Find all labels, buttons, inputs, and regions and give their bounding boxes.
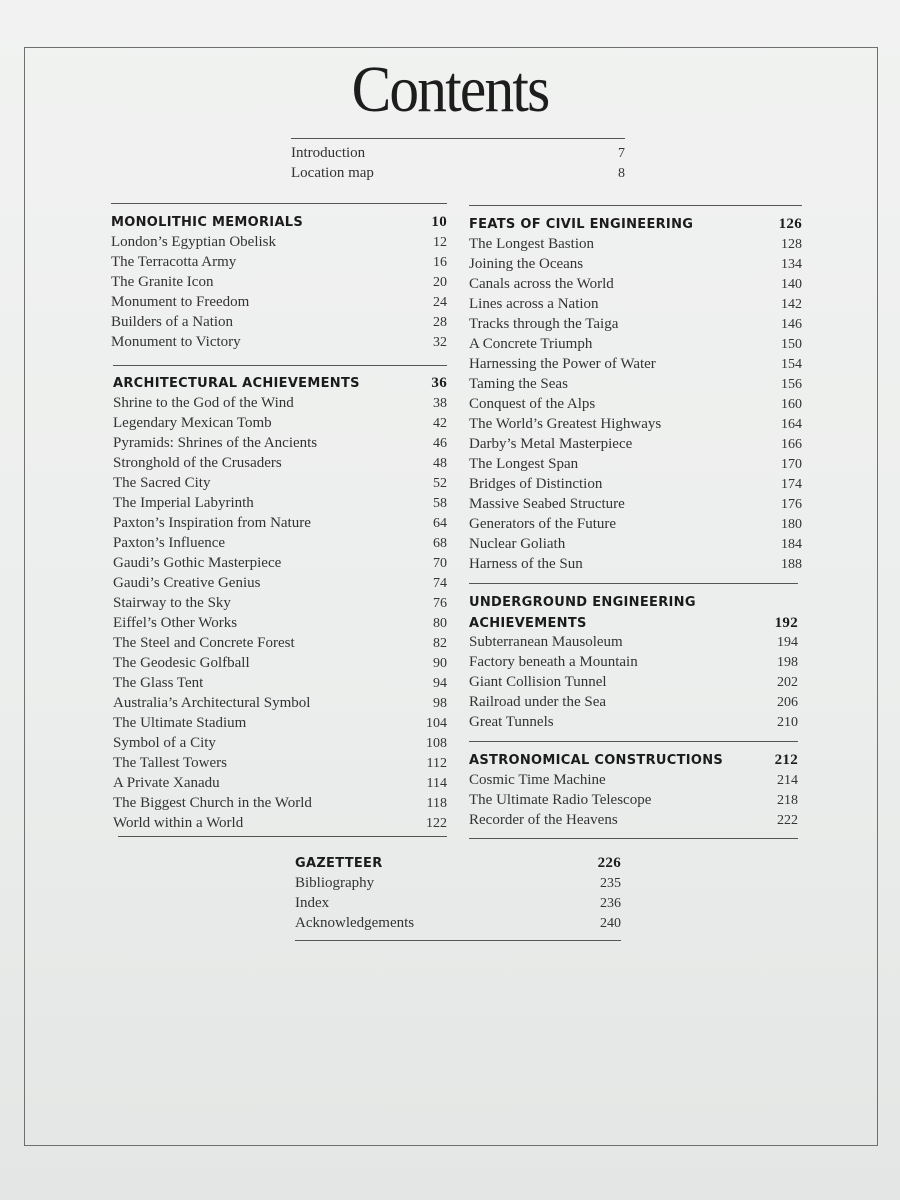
entry-title: The Biggest Church in the World — [113, 795, 312, 811]
divider — [469, 838, 798, 839]
toc-entry — [113, 653, 447, 673]
entry-page: 7 — [618, 146, 625, 161]
entry-list — [469, 770, 798, 830]
entry-page: 142 — [781, 297, 802, 312]
divider — [469, 583, 798, 584]
toc-entry — [469, 790, 798, 810]
entry-title: Cosmic Time Machine — [469, 772, 606, 788]
toc-entry — [113, 393, 447, 413]
entry-page: 164 — [781, 417, 802, 432]
entry-page: 235 — [600, 876, 621, 891]
toc-entry — [113, 773, 447, 793]
section-page: 192 — [774, 615, 798, 631]
entry-page: 28 — [433, 315, 447, 330]
toc-entry — [113, 713, 447, 733]
entry-title: Lines across a Nation — [469, 296, 599, 312]
divider — [295, 940, 621, 941]
entry-title: Recorder of the Heavens — [469, 812, 618, 828]
entry-page: 80 — [433, 616, 447, 631]
entry-title: Joining the Oceans — [469, 256, 584, 272]
entry-title: Pyramids: Shrines of the Ancients — [113, 435, 318, 451]
section-title-line-2: ACHIEVEMENTS — [469, 616, 587, 631]
section-title: FEATS OF CIVIL ENGINEERING — [469, 217, 694, 232]
entry-title: The Tallest Towers — [113, 755, 227, 771]
section-title: ASTRONOMICAL CONSTRUCTIONS — [469, 753, 724, 768]
toc-entry — [469, 692, 798, 712]
entry-title: Stairway to the Sky — [113, 595, 231, 611]
section-gazetteer — [295, 853, 621, 933]
toc-entry — [295, 893, 621, 913]
toc-entry — [469, 712, 798, 732]
entry-page: 16 — [433, 255, 447, 270]
toc-entry — [113, 553, 447, 573]
toc-entry — [113, 493, 447, 513]
divider — [469, 741, 798, 742]
entry-page: 160 — [781, 397, 802, 412]
toc-entry — [113, 593, 447, 613]
entry-title: Gaudi’s Creative Genius — [113, 575, 261, 591]
entry-page: 68 — [433, 536, 447, 551]
section-heading — [469, 593, 798, 633]
entry-title: Massive Seabed Structure — [469, 496, 625, 512]
entry-title: The Geodesic Golfball — [113, 655, 250, 671]
toc-entry — [113, 753, 447, 773]
toc-entry — [469, 770, 798, 790]
divider — [118, 836, 447, 837]
entry-title: Australia’s Architectural Symbol — [113, 695, 311, 711]
entry-title: Introduction — [291, 145, 366, 161]
entry-page: 206 — [777, 695, 798, 710]
toc-entry — [469, 652, 798, 672]
entry-page: 82 — [433, 636, 447, 651]
toc-entry — [469, 394, 802, 414]
entry-page: 58 — [433, 496, 447, 511]
entry-page: 12 — [433, 235, 447, 250]
entry-page: 236 — [600, 896, 621, 911]
entry-list — [469, 234, 802, 574]
entry-title: Eiffel’s Other Works — [113, 615, 238, 631]
entry-title: Shrine to the God of the Wind — [113, 395, 294, 411]
entry-title: Subterranean Mausoleum — [469, 634, 623, 650]
toc-entry — [111, 332, 447, 352]
entry-title: Nuclear Goliath — [469, 536, 566, 552]
section-title: ARCHITECTURAL ACHIEVEMENTS — [113, 376, 360, 391]
toc-entry — [469, 354, 802, 374]
entry-title: The Glass Tent — [113, 675, 204, 691]
entry-title: London’s Egyptian Obelisk — [111, 234, 276, 250]
section-heading — [469, 750, 798, 770]
entry-title: Taming the Seas — [469, 376, 568, 392]
toc-entry — [469, 454, 802, 474]
toc-entry — [469, 274, 802, 294]
toc-entry — [113, 433, 447, 453]
entry-title: Legendary Mexican Tomb — [113, 415, 272, 431]
toc-entry — [469, 672, 798, 692]
entry-title: Acknowledgements — [295, 915, 415, 931]
entry-page: 70 — [433, 556, 447, 571]
entry-page: 74 — [433, 576, 447, 591]
toc-entry — [469, 494, 802, 514]
front-matter — [291, 143, 625, 183]
section-page: 10 — [431, 214, 447, 230]
entry-title: Location map — [291, 165, 374, 181]
entry-title: World within a World — [113, 815, 244, 831]
toc-entry — [111, 252, 447, 272]
entry-list — [469, 632, 798, 732]
toc-entry — [469, 374, 802, 394]
toc-entry — [113, 613, 447, 633]
entry-list — [295, 873, 621, 933]
section-heading — [469, 214, 802, 234]
entry-title: A Private Xanadu — [113, 775, 220, 791]
entry-title: The Imperial Labyrinth — [113, 495, 254, 511]
entry-title: The Longest Bastion — [469, 236, 594, 252]
entry-page: 170 — [781, 457, 802, 472]
toc-entry — [113, 413, 447, 433]
entry-title: Symbol of a City — [113, 735, 216, 751]
entry-page: 112 — [426, 756, 447, 771]
toc-entry — [111, 292, 447, 312]
entry-title: The Ultimate Stadium — [113, 715, 247, 731]
entry-page: 156 — [781, 377, 802, 392]
entry-page: 140 — [781, 277, 802, 292]
entry-page: 194 — [777, 635, 798, 650]
entry-title: The Steel and Concrete Forest — [113, 635, 295, 651]
section-heading — [111, 212, 447, 232]
entry-page: 52 — [433, 476, 447, 491]
toc-entry — [469, 234, 802, 254]
toc-entry — [469, 632, 798, 652]
entry-title: The Sacred City — [113, 475, 211, 491]
entry-page: 64 — [433, 516, 447, 531]
entry-page: 38 — [433, 396, 447, 411]
entry-title: The Terracotta Army — [111, 254, 237, 270]
entry-page: 122 — [426, 816, 447, 831]
page-title: Contents — [351, 53, 549, 126]
toc-entry — [469, 314, 802, 334]
entry-page: 20 — [433, 275, 447, 290]
entry-title: Conquest of the Alps — [469, 396, 596, 412]
entry-page: 240 — [600, 916, 621, 931]
section-architectural-achievements — [113, 373, 447, 833]
entry-title: Great Tunnels — [469, 714, 554, 730]
section-page: 212 — [774, 752, 798, 768]
toc-entry — [469, 810, 798, 830]
section-title-line-1: UNDERGROUND ENGINEERING — [469, 595, 696, 610]
toc-entry — [469, 474, 802, 494]
entry-page: 180 — [781, 517, 802, 532]
entry-page: 188 — [781, 557, 802, 572]
toc-entry — [295, 873, 621, 893]
entry-page: 48 — [433, 456, 447, 471]
entry-title: Tracks through the Taiga — [469, 316, 619, 332]
toc-entry — [469, 534, 802, 554]
toc-entry — [113, 453, 447, 473]
entry-title: A Concrete Triumph — [469, 336, 593, 352]
entry-page: 98 — [433, 696, 447, 711]
toc-entry — [111, 232, 447, 252]
entry-page: 94 — [433, 676, 447, 691]
section-underground-engineering-achievements — [469, 593, 798, 732]
entry-title: Paxton’s Influence — [113, 535, 226, 551]
entry-title: Railroad under the Sea — [469, 694, 607, 710]
entry-page: 76 — [433, 596, 447, 611]
toc-entry — [113, 533, 447, 553]
entry-page: 118 — [426, 796, 447, 811]
toc-entry — [113, 813, 447, 833]
toc-entry — [113, 473, 447, 493]
toc-entry — [113, 673, 447, 693]
entry-page: 104 — [426, 716, 447, 731]
entry-title: Generators of the Future — [469, 516, 617, 532]
entry-title: Canals across the World — [469, 276, 614, 292]
section-astronomical-constructions — [469, 750, 798, 830]
section-feats-of-civil-engineering — [469, 214, 802, 574]
toc-entry — [111, 312, 447, 332]
divider — [469, 205, 802, 206]
toc-entry — [291, 143, 625, 163]
section-page: 36 — [431, 375, 447, 391]
toc-entry — [469, 414, 802, 434]
entry-page: 202 — [777, 675, 798, 690]
toc-entry — [113, 633, 447, 653]
toc-entry — [469, 254, 802, 274]
entry-title: Harnessing the Power of Water — [469, 356, 656, 372]
toc-entry — [113, 513, 447, 533]
entry-page: 32 — [433, 335, 447, 350]
toc-entry — [469, 334, 802, 354]
entry-title: Darby’s Metal Masterpiece — [469, 436, 633, 452]
entry-title: Index — [295, 895, 330, 911]
toc-entry — [113, 793, 447, 813]
entry-page: 154 — [781, 357, 802, 372]
entry-page: 114 — [426, 776, 447, 791]
entry-list — [111, 232, 447, 352]
toc-entry — [113, 573, 447, 593]
entry-list — [113, 393, 447, 833]
section-title: MONOLITHIC MEMORIALS — [111, 215, 304, 230]
entry-title: Bridges of Distinction — [469, 476, 603, 492]
entry-title: The Ultimate Radio Telescope — [469, 792, 652, 808]
entry-page: 8 — [618, 166, 625, 181]
entry-title: Bibliography — [295, 875, 375, 891]
entry-page: 90 — [433, 656, 447, 671]
entry-page: 184 — [781, 537, 802, 552]
divider — [291, 138, 625, 139]
entry-title: Stronghold of the Crusaders — [113, 455, 282, 471]
entry-page: 46 — [433, 436, 447, 451]
section-heading — [295, 853, 621, 873]
entry-page: 166 — [781, 437, 802, 452]
entry-title: The World’s Greatest Highways — [469, 416, 662, 432]
entry-title: The Longest Span — [469, 456, 579, 472]
toc-entry — [469, 514, 802, 534]
toc-entry — [295, 913, 621, 933]
entry-title: Gaudi’s Gothic Masterpiece — [113, 555, 282, 571]
entry-page: 42 — [433, 416, 447, 431]
entry-page: 174 — [781, 477, 802, 492]
entry-title: Monument to Victory — [111, 334, 241, 350]
entry-title: Monument to Freedom — [111, 294, 250, 310]
entry-title: Factory beneath a Mountain — [469, 654, 638, 670]
entry-page: 150 — [781, 337, 802, 352]
divider — [111, 203, 447, 204]
entry-page: 198 — [777, 655, 798, 670]
section-page: 226 — [597, 855, 621, 871]
entry-page: 222 — [777, 813, 798, 828]
entry-page: 214 — [777, 773, 798, 788]
toc-entry — [291, 163, 625, 183]
toc-entry — [113, 733, 447, 753]
entry-title: The Granite Icon — [111, 274, 214, 290]
entry-title: Giant Collision Tunnel — [469, 674, 607, 690]
entry-page: 146 — [781, 317, 802, 332]
section-page: 126 — [778, 216, 802, 232]
entry-title: Harness of the Sun — [469, 556, 583, 572]
entry-page: 218 — [777, 793, 798, 808]
divider — [113, 365, 447, 366]
entry-page: 108 — [426, 736, 447, 751]
entry-page: 24 — [433, 295, 447, 310]
entry-page: 134 — [781, 257, 802, 272]
section-heading — [113, 373, 447, 393]
toc-entry — [469, 294, 802, 314]
entry-page: 210 — [777, 715, 798, 730]
entry-title: Builders of a Nation — [111, 314, 234, 330]
entry-title: Paxton’s Inspiration from Nature — [113, 515, 311, 531]
toc-entry — [469, 434, 802, 454]
section-title: GAZETTEER — [295, 856, 383, 871]
toc-entry — [113, 693, 447, 713]
section-monolithic-memorials — [111, 212, 447, 352]
toc-entry — [111, 272, 447, 292]
entry-page: 176 — [781, 497, 802, 512]
entry-page: 128 — [781, 237, 802, 252]
toc-entry — [469, 554, 802, 574]
